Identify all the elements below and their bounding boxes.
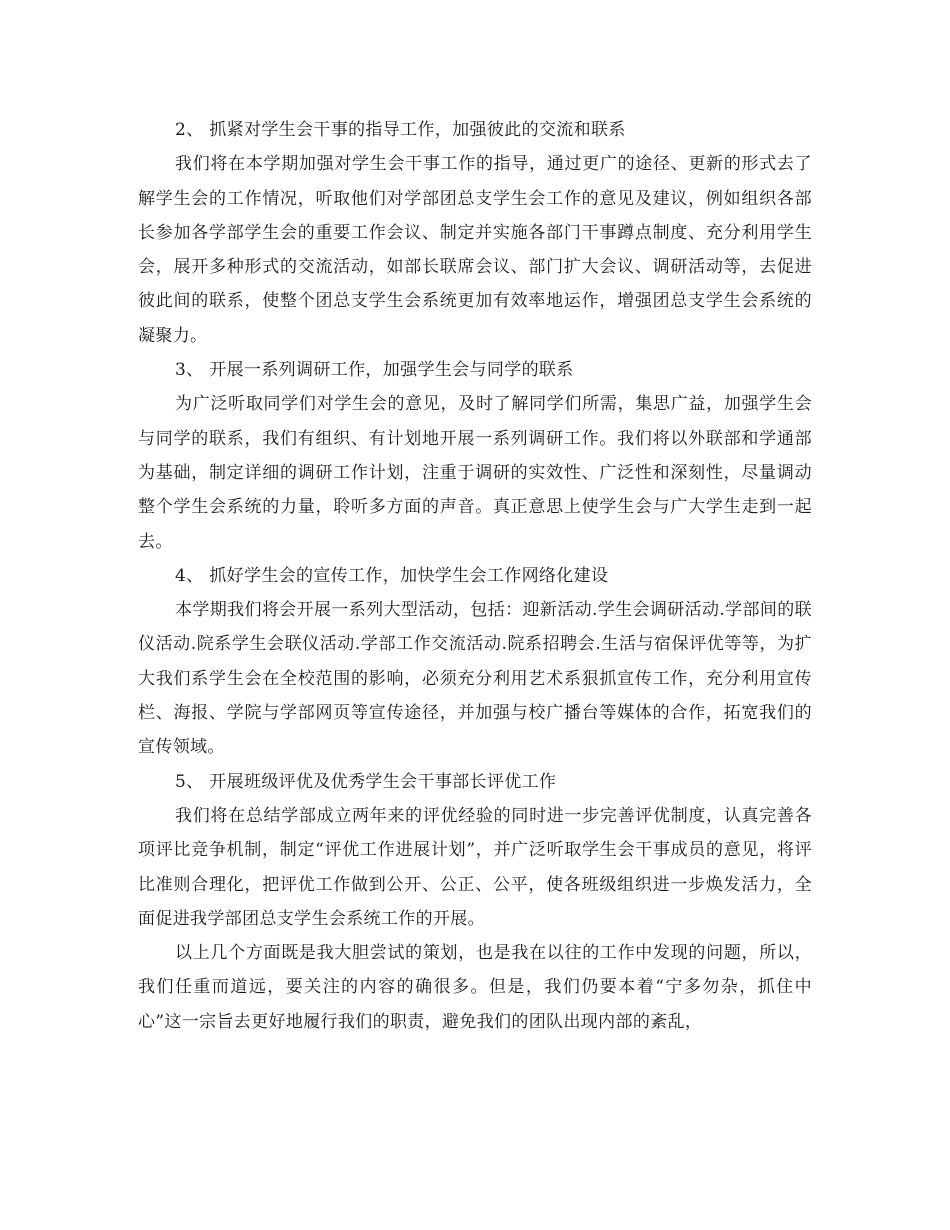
section-3-heading: 3、 开展一系列调研工作，加强学生会与同学的联系 — [175, 360, 574, 381]
section-4-body: 本学期我们将会开展一系列大型活动，包括：迎新活动.学生会调研活动.学部间的联仪活动.院系学生会联仪活动.学部工作交流活动.院系招聘会.生活与宿保评优等等，为扩大我们系学生会在全校范围的影响，必须充分利用艺术系狠抓宣传工作，充分利用宣传栏、海报、学院与学部网页等宣传途径，并加强与校广播台等媒体的合作，拓宽我们的宣传领域。 — [138, 600, 812, 758]
section-2-body: 我们将在本学期加强对学生会干事工作的指导，通过更广的途径、更新的形式去了解学生会的工作情况，听取他们对学部团总支学生会工作的意见及建议，例如组织各部长参加各学部学生会的重要工作会议、制定并实施各部门干事蹲点制度、充分利用学生会，展开多种形式的交流活动，如部长联席会议、部门扩大会议、调研活动等，去促进彼此间的联系，使整个团总支学生会系统更加有效率地运作，增强团总支学生会系统的凝聚力。 — [138, 154, 812, 346]
document-page — [138, 113, 812, 1039]
section-2-heading: 2、 抓紧对学生会干事的指导工作，加强彼此的交流和联系 — [175, 120, 626, 140]
section-5-body: 我们将在总结学部成立两年来的评优经验的同时进一步完善评优制度，认真完善各项评比竞争机制，制定“评优工作进展计划”，并广泛听取学生会干事成员的意见，将评比准则合理化，把评优工作做到公开、公正、公平，使各班级组织进一步焕发活力，全面促进我学部团总支学生会系统工作的开展。 — [138, 805, 812, 929]
section-3-body: 为广泛听取同学们对学生会的意见，及时了解同学们所需，集思广益，加强学生会与同学的联系，我们有组织、有计划地开展一系列调研工作。我们将以外联部和学通部为基础，制定详细的调研工作计划，注重于调研的实效性、广泛性和深刻性，尽量调动整个学生会系统的力量，聆听多方面的声音。真正意思上使学生会与广大学生走到一起去。 — [138, 394, 812, 552]
closing-paragraph: 以上几个方面既是我大胆尝试的策划，也是我在以往的工作中发现的问题，所以，我们任重而道远，要关注的内容的确很多。但是，我们仍要本着“宁多勿杂，抓住中心”这一宗旨去更好地履行我们的职责，避免我们的团队出现内部的紊乱， — [138, 943, 812, 1032]
section-5-heading: 5、 开展班级评优及优秀学生会干事部长评优工作 — [175, 771, 557, 792]
section-4-heading: 4、 抓好学生会的宣传工作，加快学生会工作网络化建设 — [175, 565, 609, 586]
